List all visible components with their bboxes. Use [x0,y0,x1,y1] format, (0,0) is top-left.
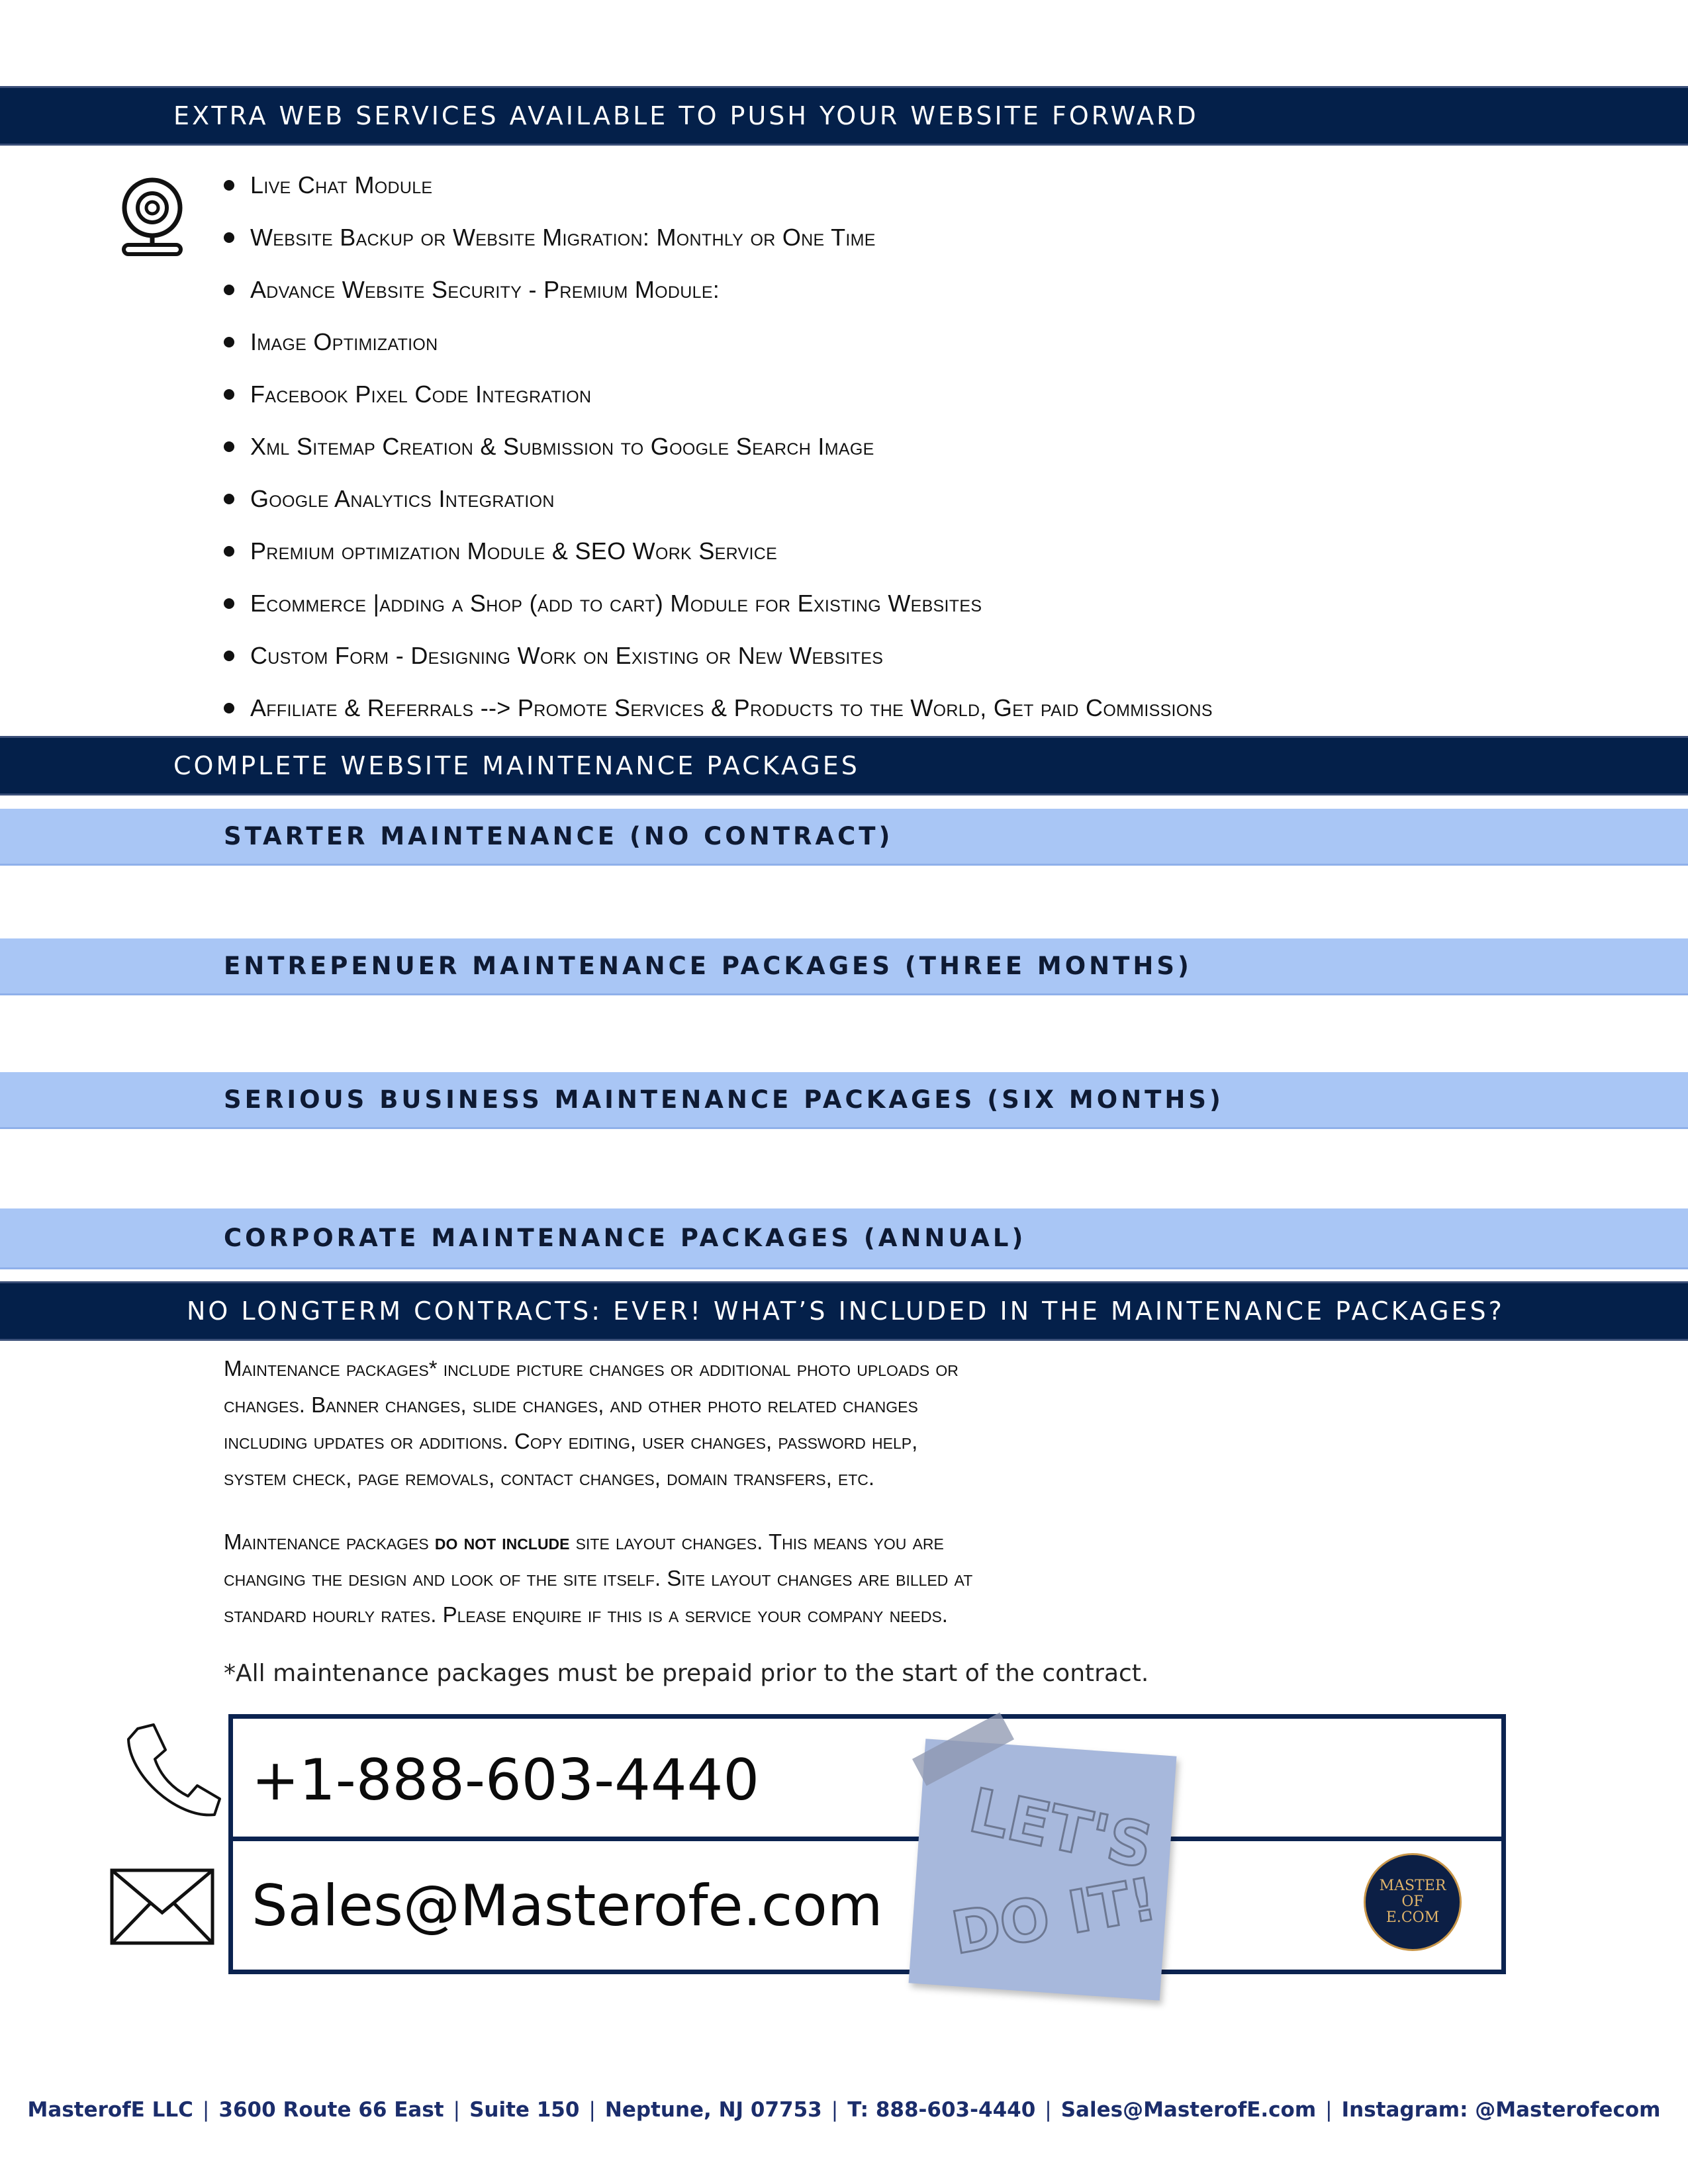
envelope-icon [109,1868,215,1946]
package-entrepreneur: ENTREPENUER MAINTENANCE PACKAGES (THREE MONTHS) [0,938,1688,995]
bullet-icon [224,285,234,295]
footer-city: Neptune, NJ 07753 [604,2098,822,2122]
extra-services-list [218,159,1213,734]
bullet-icon [224,651,234,661]
phone-number[interactable]: +1-888-603-4440 [252,1747,760,1813]
list-item: Xml Sitemap Creation & Submission to Google Search Image [218,420,1213,473]
included-title: NO LONGTERM CONTRACTS: EVER! WHAT’S INCLUDED IN THE MAINTENANCE PACKAGES? [187,1297,1505,1326]
prepaid-note: *All maintenance packages must be prepaid prior to the start of the contract. [224,1660,1149,1687]
extra-services-header [0,86,1688,146]
webcam-icon [116,173,189,259]
email-address[interactable]: Sales@Masterofe.com [252,1873,883,1939]
bullet-icon [224,598,234,609]
package-corporate: CORPORATE MAINTENANCE PACKAGES (ANNUAL) [0,1208,1688,1269]
maintenance-title: COMPLETE WEBSITE MAINTENANCE PACKAGES [173,751,860,780]
bullet-icon [224,703,234,713]
list-item: Affiliate & Referrals --> Promote Services & Products to the World, Get paid Commissions [218,682,1213,734]
list-item: Website Backup or Website Migration: Monthly or One Time [218,211,1213,263]
included-header [0,1281,1688,1341]
footer-street: 3600 Route 66 East [218,2098,444,2122]
footer-suite: Suite 150 [469,2098,580,2122]
bullet-icon [224,180,234,191]
bullet-icon [224,337,234,347]
list-item: Image Optimization [218,316,1213,368]
bullet-icon [224,232,234,243]
list-item: Facebook Pixel Code Integration [218,368,1213,420]
list-item: Google Analytics Integration [218,473,1213,525]
package-serious-business: SERIOUS BUSINESS MAINTENANCE PACKAGES (SIX MONTHS) [0,1072,1688,1129]
excluded-paragraph: Maintenance packages do not include site layout changes. This means you are changing the design and look of the site itself. Site layout changes are billed at standard hourly rates. Please enquire if this is a service your company needs. [224,1529,973,1627]
bullet-icon [224,389,234,400]
svg-text:DO IT!: DO IT! [947,1864,1162,1968]
footer-instagram[interactable]: Instagram: @Masterofecom [1341,2098,1661,2122]
bullet-icon [224,546,234,557]
extra-services-title: EXTRA WEB SERVICES AVAILABLE TO PUSH YOUR WEBSITE FORWARD [173,101,1199,130]
bullet-icon [224,494,234,504]
footer: MasterofE LLC | 3600 Route 66 East | Suite 150 | Neptune, NJ 07753 | T: 888-603-4440 | Sales@MasterofE.com | Instagram: @Masterofecom [27,2098,1661,2122]
masterofe-logo [1364,1853,1462,1951]
list-item: Premium optimization Module & SEO Work Service [218,525,1213,577]
lets-do-it-sticky-note [909,1739,1177,2001]
footer-company: MasterofE LLC [27,2098,193,2122]
svg-text:LET'S: LET'S [963,1774,1159,1883]
footer-phone[interactable]: T: 888-603-4440 [847,2098,1036,2122]
maintenance-header [0,736,1688,796]
list-item: Live Chat Module [218,159,1213,211]
list-item: Advance Website Security - Premium Module: [218,263,1213,316]
logo-lettering: MASTER OF E.COM [1379,1878,1446,1926]
bullet-icon [224,441,234,452]
list-item: Custom Form - Designing Work on Existing or New Websites [218,629,1213,682]
footer-email[interactable]: Sales@MasterofE.com [1060,2098,1317,2122]
do-not-include-emphasis: do not include [434,1529,570,1554]
included-paragraph: Maintenance packages* include picture changes or additional photo uploads or changes. Banner changes, slide changes, and other photo related changes including updates or additions. Copy editing, user changes, password help, system check, page removals, contact changes, domain transfers, etc. [224,1356,959,1490]
package-starter: STARTER MAINTENANCE (NO CONTRACT) [0,809,1688,866]
list-item: Ecommerce |adding a Shop (add to cart) Module for Existing Websites [218,577,1213,629]
lets-do-it-lettering [909,1739,1177,2001]
phone-icon [119,1719,225,1819]
